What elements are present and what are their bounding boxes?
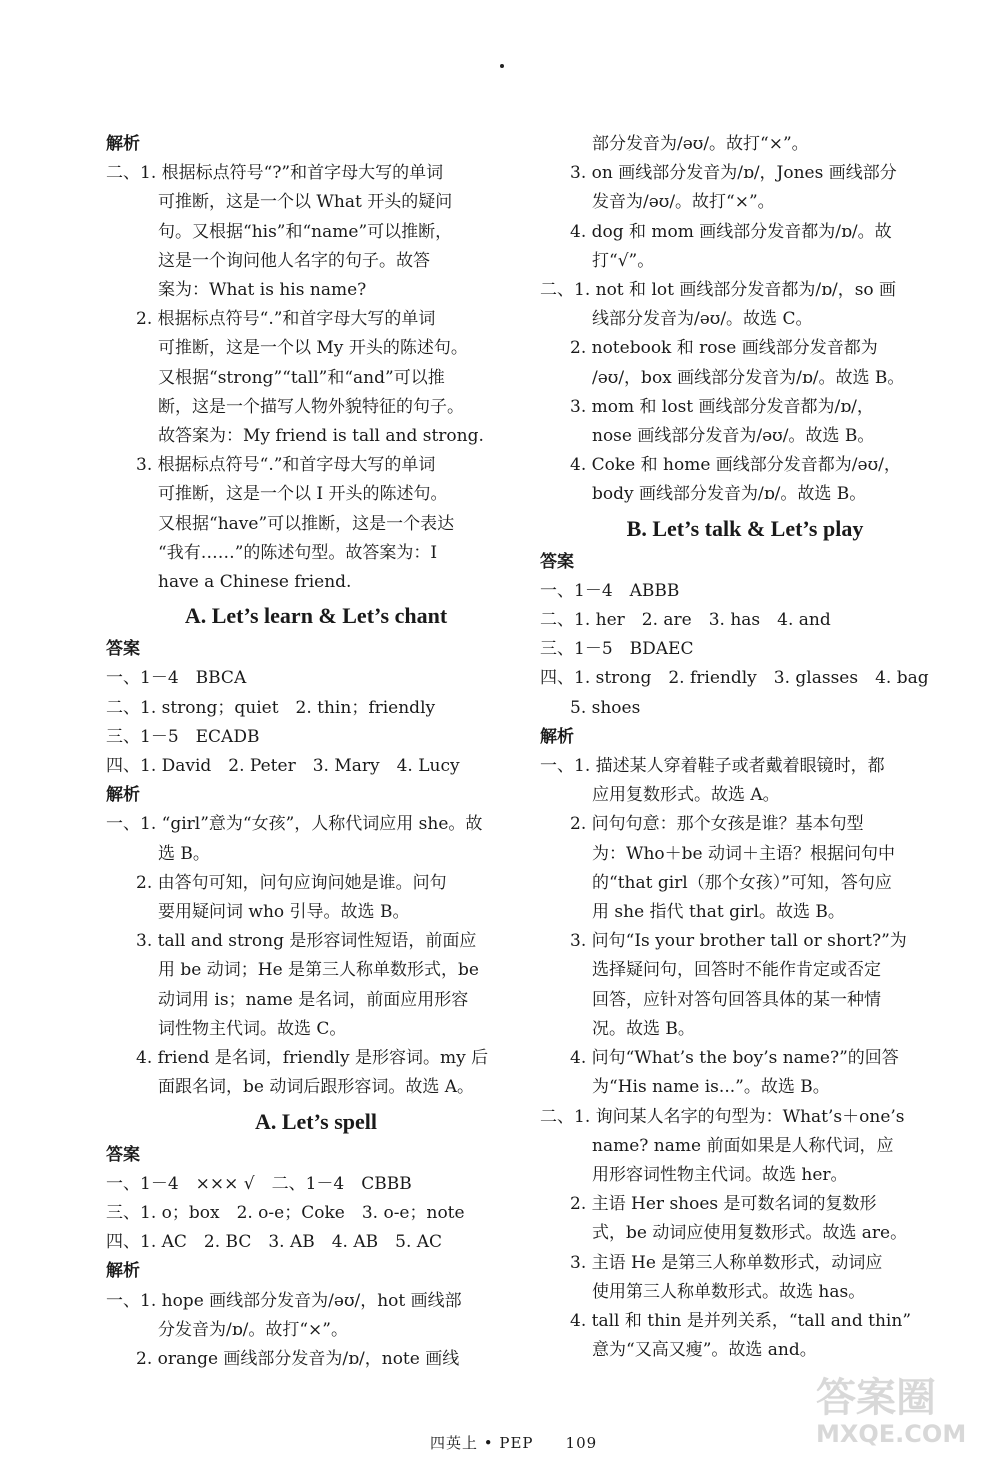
text-line: 4. Coke 和 home 画线部分发音都为/əʊ/，: [570, 455, 901, 476]
text-line: 2. 由答句可知，问句应询问她是谁。问句: [136, 872, 447, 893]
watermark-url: MXQE.COM: [816, 1420, 967, 1448]
text-line: 一、1. “girl”意为“女孩”，人称代词应用 she。故: [106, 814, 483, 835]
text-line: 5. shoes: [570, 697, 641, 718]
text-line: 用形容词性物主代词。故选 her。: [592, 1164, 848, 1185]
text-line: 3. on 画线部分发音为/ɒ/，Jones 画线部分: [570, 163, 897, 184]
text-line: 选择疑问句，回答时不能作肯定或否定: [592, 960, 881, 981]
text-line: 一、1. 描述某人穿着鞋子或者戴着眼镜时，都: [540, 756, 885, 777]
text-line: 可推断，这是一个以 What 开头的疑问: [158, 192, 453, 213]
text-line: 回答，应针对答句回答具体的某一种情: [592, 989, 881, 1010]
text-line: nose 画线部分发音为/əʊ/。故选 B。: [592, 426, 875, 447]
text-line: 选 B。: [158, 843, 210, 864]
section-title: A. Let’s spell: [254, 1108, 377, 1134]
text-line: 3. mom 和 lost 画线部分发音都为/ɒ/，: [570, 396, 874, 417]
text-line: 可推断，这是一个以 I 开头的陈述句。: [158, 484, 448, 505]
text-line: 为：Who＋be 动词＋主语？根据问句中: [592, 843, 896, 864]
text-line: 词性物主代词。故选 C。: [158, 1018, 347, 1039]
text-line: 4. dog 和 mom 画线部分发音都为/ɒ/。故: [570, 221, 892, 242]
text-line: 意为“又高又瘦”。故选 and。: [592, 1340, 817, 1361]
section-label: 答案: [540, 551, 574, 572]
text-line: 使用第三人称单数形式。故选 has。: [592, 1281, 866, 1302]
text-line: 2. notebook 和 rose 画线部分发音都为: [570, 338, 878, 359]
page-footer: 四英上 • PEP 109: [430, 1434, 598, 1452]
text-line: 句。又根据“his”和“name”可以推断，: [158, 221, 453, 242]
section-label: 解析: [106, 134, 140, 154]
text-line: 2. 主语 Her shoes 是可数名词的复数形: [570, 1194, 877, 1215]
text-line: 3. tall and strong 是形容词性短语，前面应: [136, 931, 477, 952]
text-line: 用 she 指代 that girl。故选 B。: [592, 902, 845, 923]
text-line: 断，这是一个描写人物外貌特征的句子。: [158, 396, 464, 417]
watermark-text: 答案圈: [816, 1375, 936, 1421]
text-line: 面跟名词，be 动词后跟形容词。故选 A。: [158, 1077, 475, 1098]
text-line: 用 be 动词；He 是第三人称单数形式，be: [158, 960, 479, 981]
text-line: 一、1－4 ××× √ 二、1－4 CBBB: [106, 1173, 412, 1194]
text-line: 4. tall 和 thin 是并列关系，“tall and thin”: [570, 1310, 912, 1331]
text-line: 四、1. strong 2. friendly 3. glasses 4. bag: [540, 668, 929, 689]
text-line: 四、1. AC 2. BC 3. AB 4. AB 5. AC: [106, 1232, 443, 1253]
text-line: 三、1. o；box 2. o-e；Coke 3. o-e；note: [106, 1202, 465, 1223]
text-line: have a Chinese friend.: [158, 572, 352, 593]
text-line: “我有……”的陈述句型。故答案为：I: [158, 542, 438, 563]
text-line: 又根据“strong”“tall”和“and”可以推: [158, 367, 445, 388]
text-line: 线部分发音为/əʊ/。故选 C。: [592, 309, 813, 330]
text-line: body 画线部分发音为/ɒ/。故选 B。: [592, 484, 867, 505]
text-line: name? name 前面如果是人称代词，应: [592, 1135, 894, 1156]
text-line: 又根据“have”可以推断，这是一个表达: [158, 513, 455, 534]
text-line: 四、1. David 2. Peter 3. Mary 4. Lucy: [106, 756, 460, 777]
text-line: 2. 问句句意：那个女孩是谁？基本句型: [570, 814, 864, 835]
text-line: 发音为/əʊ/。故打“×”。: [592, 192, 775, 213]
text-line: 部分发音为/əʊ/。故打“×”。: [592, 134, 809, 154]
right-column: [540, 130, 950, 1365]
text-line: 况。故选 B。: [592, 1018, 695, 1039]
text-line: 二、1. 询问某人名字的句型为：What’s＋one’s: [540, 1106, 905, 1127]
text-line: 二、1. strong；quiet 2. thin；friendly: [106, 697, 436, 718]
text-line: 案为：What is his name?: [158, 280, 367, 301]
text-line: 动词用 is；name 是名词，前面应用形容: [158, 989, 469, 1010]
text-line: 4. 问句“What’s the boy’s name?”的回答: [570, 1048, 899, 1069]
text-line: 式，be 动词应使用复数形式。故选 are。: [592, 1223, 908, 1244]
text-line: 故答案为：My friend is tall and strong.: [158, 426, 484, 447]
section-title: B. Let’s talk & Let’s play: [626, 515, 864, 541]
text-line: 打“√”。: [592, 250, 655, 271]
text-line: 要用疑问词 who 引导。故选 B。: [158, 902, 410, 923]
text-line: 三、1－5 BDAEC: [540, 639, 694, 660]
text-line: 这是一个询问他人名字的句子。故答: [158, 250, 430, 271]
text-line: 一、1. hope 画线部分发音为/əʊ/，hot 画线部: [106, 1290, 462, 1311]
text-line: 二、1. 根据标点符号“?”和首字母大写的单词: [106, 163, 444, 184]
section-label: 解析: [106, 785, 140, 806]
text-line: 2. orange 画线部分发音为/ɒ/，note 画线: [136, 1348, 460, 1369]
section-title: A. Let’s learn & Let’s chant: [184, 603, 448, 629]
section-label: 答案: [106, 639, 140, 660]
text-line: 的“that girl（那个女孩）”可知，答句应: [592, 872, 892, 893]
text-line: 一、1－4 BBCA: [106, 668, 247, 689]
text-line: 为“His name is...”。故选 B。: [592, 1077, 830, 1098]
text-line: 可推断，这是一个以 My 开头的陈述句。: [158, 338, 468, 359]
section-label: 解析: [540, 726, 574, 747]
text-line: 4. friend 是名词，friendly 是形容词。my 后: [136, 1048, 489, 1069]
text-line: 3. 问句“Is your brother tall or short?”为: [570, 931, 907, 952]
text-line: 一、1－4 ABBB: [540, 580, 680, 601]
watermark-logo: [816, 1376, 986, 1454]
text-line: 分发音为/ɒ/。故打“×”。: [158, 1319, 348, 1340]
text-line: 三、1－5 ECADB: [106, 726, 260, 747]
page-mark-dot: [500, 64, 504, 68]
text-line: 2. 根据标点符号“.”和首字母大写的单词: [136, 309, 436, 330]
section-label: 解析: [106, 1261, 140, 1282]
text-line: 应用复数形式。故选 A。: [592, 785, 780, 806]
text-line: 3. 根据标点符号“.”和首字母大写的单词: [136, 455, 436, 476]
left-column: [106, 130, 526, 1374]
text-line: 二、1. not 和 lot 画线部分发音都为/ɒ/，so 画: [540, 280, 897, 301]
text-line: /əʊ/，box 画线部分发音为/ɒ/。故选 B。: [592, 367, 905, 388]
text-line: 3. 主语 He 是第三人称单数形式，动词应: [570, 1252, 883, 1273]
text-line: 二、1. her 2. are 3. has 4. and: [540, 610, 831, 631]
section-label: 答案: [106, 1144, 140, 1165]
